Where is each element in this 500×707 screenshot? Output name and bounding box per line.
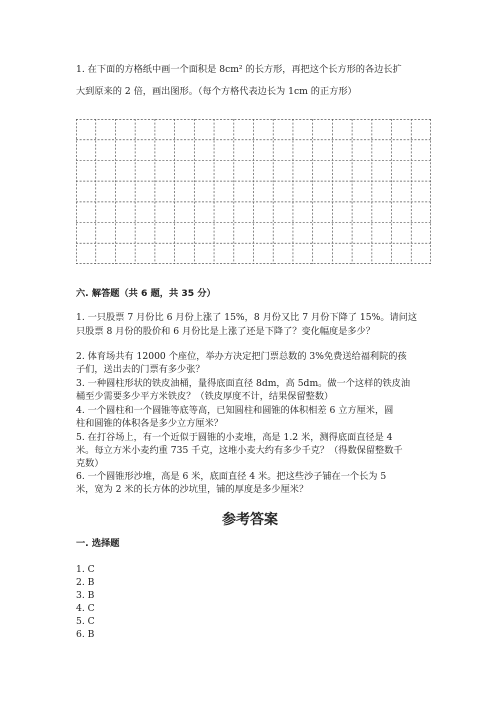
problem-2-line-1: 2. 体育场共有 12000 个座位，举办方决定把门票总数的 3%免费送给福利院的孩 bbox=[76, 351, 407, 362]
answer-item: 4. C bbox=[76, 603, 95, 614]
answer-item: 6. B bbox=[76, 629, 95, 640]
answer-item: 1. C bbox=[76, 564, 95, 575]
answer-item: 5. C bbox=[76, 616, 95, 627]
answers-section-title: 一. 选择题 bbox=[76, 538, 120, 549]
problem-3-line-2: 桶至少需要多少平方米铁皮？（铁皮厚度不计，结果保留整数） bbox=[76, 391, 334, 402]
problem-1-line-2: 只股票 8 月份的股价和 6 月份比是上涨了还是下降了？变化幅度是多少？ bbox=[76, 326, 375, 337]
problem-3-line-1: 3. 一种圆柱形状的铁皮油桶，量得底面直径 8dm，高 5dm。做一个这样的铁皮油 bbox=[76, 378, 411, 389]
answer-key-heading: 参考答案 bbox=[222, 512, 278, 528]
problem-5-line-1: 5. 在打谷场上，有一个近似于圆锥的小麦堆，高是 1.2 米，测得底面直径是 4 bbox=[76, 432, 393, 443]
question-1-line-1: 1. 在下面的方格纸中画一个面积是 8cm² 的长方形，再把这个长方形的各边长扩 bbox=[76, 64, 402, 75]
problem-1-line-1: 1. 一只股票 7 月份比 6 月份上涨了 15%，8 月份又比 7 月份下降了 15%。请问这 bbox=[76, 312, 418, 323]
problem-6-line-1: 6. 一个圆锥形沙堆，高是 6 米，底面直径 4 米。把这些沙子铺在一个长为 5 bbox=[76, 471, 387, 482]
problem-5-line-3: 克数） bbox=[76, 458, 104, 469]
problem-4-line-1: 4. 一个圆柱和一个圆锥等底等高，已知圆柱和圆锥的体积相差 6 立方厘米，圆 bbox=[76, 405, 394, 416]
problem-2-line-2: 子们，送出去的门票有多少张？ bbox=[76, 364, 205, 375]
answer-item: 3. B bbox=[76, 590, 95, 601]
grid-paper bbox=[76, 119, 431, 264]
section-6-title: 六. 解答题（共 6 题，共 35 分） bbox=[76, 288, 216, 299]
answer-item: 2. B bbox=[76, 577, 95, 588]
problem-5-line-2: 米。每立方米小麦约重 735 千克，这堆小麦大约有多少千克？（得数保留整数千 bbox=[76, 445, 403, 456]
question-1-line-2: 大到原来的 2 倍，画出图形。（每个方格代表边长为 1cm 的正方形） bbox=[76, 86, 357, 97]
problem-6-line-2: 米，宽为 2 米的长方体的沙坑里，铺的厚度是多少厘米？ bbox=[76, 484, 309, 495]
problem-4-line-2: 柱和圆锥的体积各是多少立方厘米？ bbox=[76, 418, 223, 429]
